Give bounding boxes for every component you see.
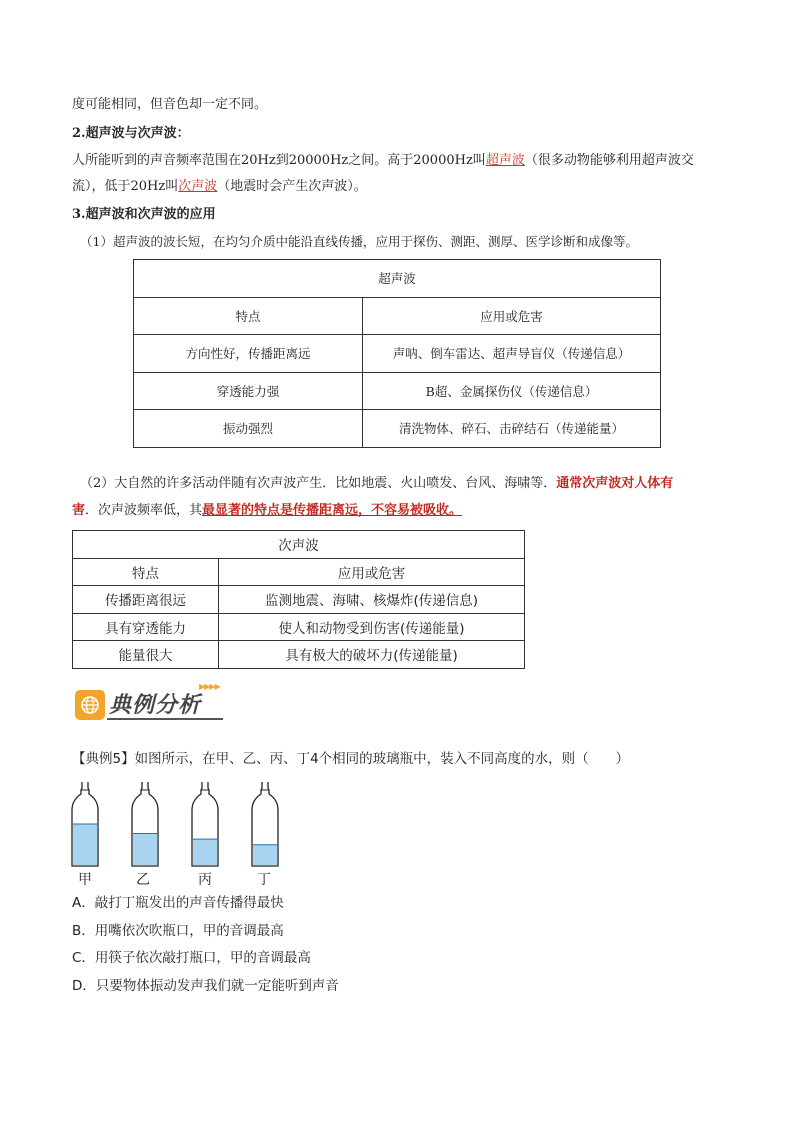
- table-row: [134, 335, 661, 373]
- term-ultrasound: 超声波: [485, 153, 525, 168]
- table-header: 特点: [73, 558, 219, 586]
- text-line: [72, 177, 367, 197]
- term-infrasound: 次声波: [178, 179, 218, 194]
- table-cell: 使人和动物受到伤害(传递能量): [219, 613, 525, 641]
- bottle-label: 丁: [257, 872, 271, 888]
- option-c: C．用筷子依次敲打瓶口，甲的音调最高: [72, 950, 311, 966]
- text-line: 度可能相同，但音色却一定不同。: [72, 97, 268, 112]
- table-row: [134, 372, 661, 410]
- table-title: 次声波: [73, 531, 525, 559]
- text-span: （地震时会产生次声波）。: [217, 179, 367, 194]
- table-cell: 声呐、倒车雷达、超声导盲仪（传递信息）: [363, 335, 661, 373]
- table-row: [73, 586, 525, 614]
- table-row: [134, 410, 661, 448]
- table-cell: 传播距离很远: [73, 586, 219, 614]
- section-heading-3: 3.超声波和次声波的应用: [72, 207, 216, 222]
- bottle: [192, 782, 218, 866]
- text-span: 人所能听到的声音频率范围在20Hz到20000Hz之间。高于20000Hz叫: [72, 153, 486, 168]
- bottle: [132, 782, 158, 866]
- bottle: [252, 782, 278, 866]
- infrasound-table: [72, 530, 525, 669]
- text-line: （1）超声波的波长短，在均匀介质中能沿直线传播，应用于探伤、测距、测厚、医学诊断和成像等。: [80, 234, 638, 249]
- banner-underline: [107, 716, 223, 722]
- text-line: [72, 501, 462, 521]
- globe-icon: [75, 690, 105, 720]
- text-span: （2）大自然的许多活动伴随有次声波产生．比如地震、火山喷发、台风、海啸等．: [80, 476, 557, 491]
- highlight-red: 害: [72, 503, 86, 518]
- text-line: [72, 151, 694, 171]
- example-analysis-banner: [75, 684, 223, 722]
- bottles-figure: [66, 780, 286, 872]
- table-title: 超声波: [134, 260, 661, 298]
- table-cell: B超、金属探伤仪（传递信息）: [363, 372, 661, 410]
- text-span: ．次声波频率低，其: [85, 503, 203, 518]
- table-header: 特点: [134, 297, 363, 335]
- table-cell: 穿透能力强: [134, 372, 363, 410]
- option-a: A．敲打丁瓶发出的声音传播得最快: [72, 895, 284, 911]
- table-cell: 清洗物体、碎石、击碎结石（传递能量）: [363, 410, 661, 448]
- table-row: [73, 641, 525, 669]
- table-cell: 具有穿透能力: [73, 613, 219, 641]
- table-cell: 振动强烈: [134, 410, 363, 448]
- water-level: [193, 839, 217, 865]
- water-level: [73, 824, 97, 865]
- water-level: [133, 834, 157, 865]
- text-span: （很多动物能够利用超声波交: [524, 153, 694, 168]
- option-d: D．只要物体振动发声我们就一定能听到声音: [72, 978, 339, 994]
- text-line: [80, 474, 673, 494]
- table-cell: 具有极大的破坏力(传递能量): [219, 641, 525, 669]
- highlight-red: 通常次声波对人体有: [556, 476, 674, 491]
- section-heading-2: 2.超声波与次声波：: [72, 126, 190, 141]
- table-cell: 监测地震、海啸、核爆炸(传递信息): [219, 586, 525, 614]
- bottle: [72, 782, 98, 866]
- banner-title: 典例分析: [109, 693, 202, 718]
- text-span: 流），低于20Hz叫: [72, 179, 179, 194]
- water-level: [253, 845, 277, 865]
- table-row: [73, 613, 525, 641]
- bottle-label: 丙: [198, 872, 212, 888]
- table-header: 应用或危害: [219, 558, 525, 586]
- highlight-red-underline: 最显著的特点是传播距离远，不容易被吸收。: [202, 503, 463, 518]
- bottle-label: 乙: [136, 872, 150, 888]
- ultrasound-table: [133, 259, 661, 448]
- table-header: 应用或危害: [363, 297, 661, 335]
- table-cell: 能量很大: [73, 641, 219, 669]
- bottle-label: 甲: [78, 872, 92, 888]
- arrows-decoration-icon: ▶▶▶▶: [199, 682, 220, 691]
- table-cell: 方向性好，传播距离远: [134, 335, 363, 373]
- option-b: B．用嘴依次吹瓶口，甲的音调最高: [72, 923, 284, 939]
- question-stem: 【典例5】如图所示，在甲、乙、丙、丁4个相同的玻璃瓶中，装入不同高度的水，则（ ）: [72, 751, 630, 767]
